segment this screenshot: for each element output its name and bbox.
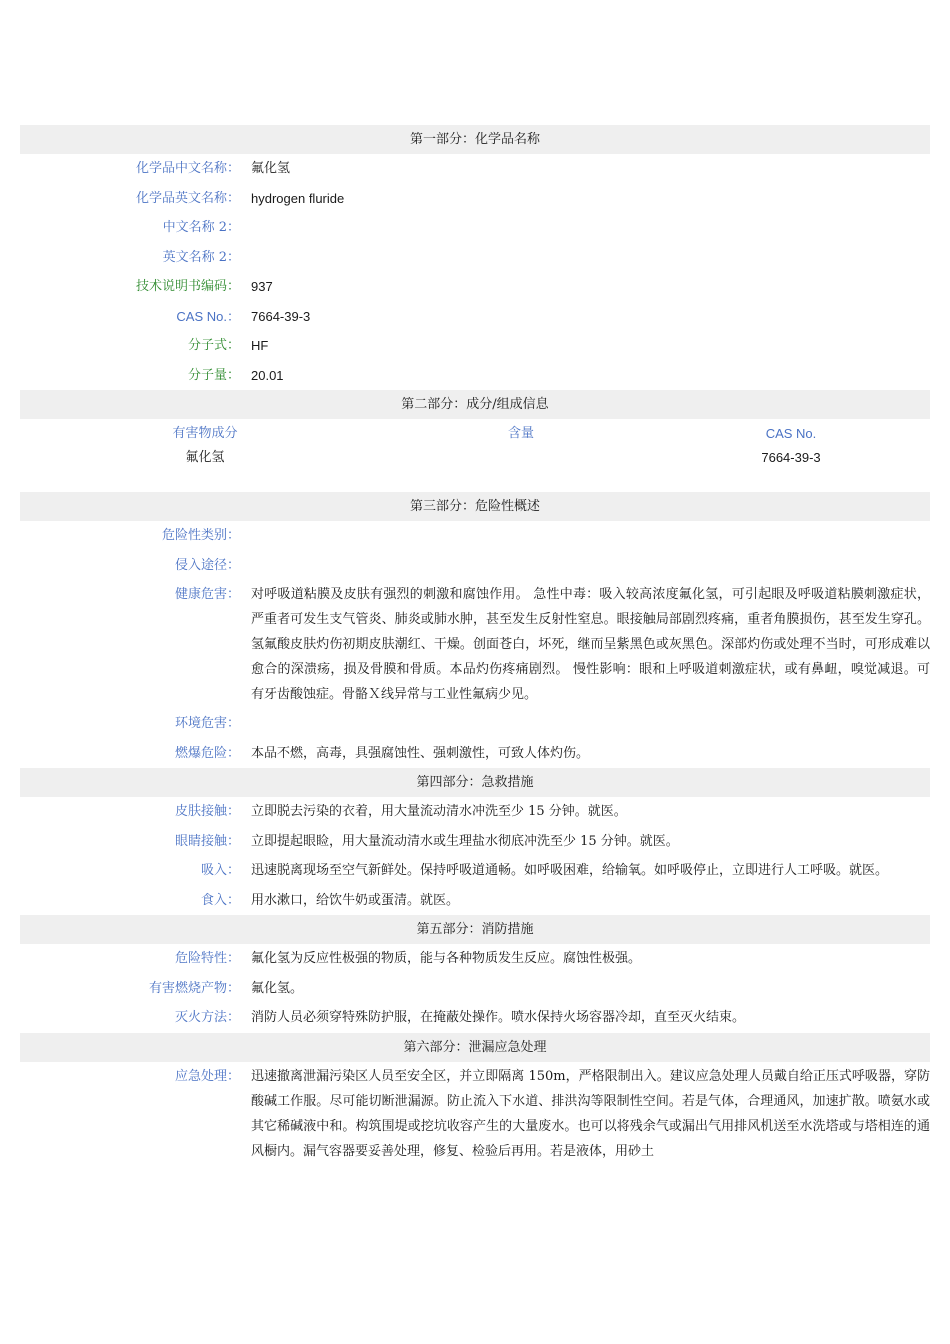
field-row (20, 1062, 930, 1166)
field-label: 眼睛接触： (174, 833, 240, 849)
field-value: 立即脱去污染的衣着，用大量流动清水冲洗至少 15 分钟。就医。 (251, 804, 627, 819)
field-row (20, 886, 930, 916)
section-5-body (20, 944, 930, 1033)
field-label: 危险性类别： (161, 528, 240, 543)
field-label: 分子量： (187, 367, 240, 383)
field-row (20, 184, 930, 214)
field-value: 7664-39-3 (251, 308, 311, 324)
cell-content (390, 448, 652, 468)
section-4-header: 第四部分：急救措施 (20, 768, 930, 797)
section-6-header: 第六部分：泄漏应急处理 (20, 1033, 930, 1062)
field-row (20, 580, 930, 709)
field-row (20, 709, 930, 739)
msds-document (20, 125, 930, 1166)
field-value: 氟化氢。 (251, 980, 304, 996)
field-label: 燃爆危险： (174, 745, 240, 761)
field-value: 20.01 (251, 367, 284, 383)
field-value: 937 (251, 279, 273, 294)
section-3-header: 第三部分：危险性概述 (20, 492, 930, 521)
field-label: 技术说明书编码： (135, 279, 240, 294)
field-row (20, 361, 930, 391)
field-row (20, 827, 930, 857)
field-label: 食入： (200, 892, 240, 908)
field-row (20, 154, 930, 184)
cell-component: 氟化氢 (185, 450, 225, 465)
composition-table (20, 419, 930, 492)
field-label: 吸入： (200, 863, 240, 878)
field-row (20, 302, 930, 332)
section-1-body (20, 154, 930, 390)
column-header-cas: CAS No. (765, 426, 817, 441)
section-3-body (20, 521, 930, 768)
section-6-body (20, 1062, 930, 1166)
field-label: 有害燃烧产物： (148, 980, 240, 996)
field-value: 迅速撤离泄漏污染区人员至安全区，并立即隔离 150m，严格限制出入。建议应急处理人员戴自给正压式呼吸器，穿防酸碱工作服。尽可能切断泄漏源。防止流入下水道、排洪沟等限制性空间。若是气体，合理通风，加速扩散。喷氨水或其它稀碱液中和。构筑围堤或挖坑收容产生的大量废水。也可以将残余气或漏出气用排风机送至水洗塔或与塔相连的通风橱内。漏气容器要妥善处理，修复、检验后再用。若是液体，用砂土 (251, 1068, 930, 1159)
field-value: 氟化氢 (251, 161, 291, 176)
section-4-body (20, 797, 930, 915)
field-row (20, 1003, 930, 1033)
section-1-header: 第一部分：化学品名称 (20, 125, 930, 154)
field-row (20, 521, 930, 551)
field-label: 环境危害： (174, 716, 240, 731)
field-value: 迅速脱离现场至空气新鲜处。保持呼吸道通畅。如呼吸困难，给输氧。如呼吸停止，立即进行人工呼吸。就医。 (251, 863, 889, 878)
field-label: 中文名称 2： (162, 220, 240, 235)
field-row (20, 213, 930, 243)
field-value: 消防人员必须穿特殊防护服，在掩蔽处操作。喷水保持火场容器冷却，直至灭火结束。 (251, 1010, 746, 1025)
field-value: HF (251, 338, 269, 353)
field-value: 氟化氢为反应性极强的物质，能与各种物质发生反应。腐蚀性极强。 (251, 951, 642, 966)
field-row (20, 243, 930, 273)
field-row (20, 551, 930, 581)
field-row (20, 272, 930, 302)
field-label: 化学品中文名称： (135, 161, 240, 176)
field-label: 应急处理： (174, 1068, 240, 1084)
field-value: hydrogen fluride (251, 190, 345, 206)
table-row (20, 448, 930, 468)
field-row (20, 944, 930, 974)
field-label: 健康危害： (174, 587, 240, 602)
field-value: 本品不燃，高毒，具强腐蚀性、强刺激性，可致人体灼伤。 (251, 745, 590, 761)
field-row (20, 797, 930, 827)
section-5-header: 第五部分：消防措施 (20, 915, 930, 944)
table-header-row (20, 419, 930, 448)
field-label: 化学品英文名称： (135, 190, 240, 206)
field-value: 立即提起眼睑，用大量流动清水或生理盐水彻底冲洗至少 15 分钟。就医。 (251, 833, 679, 849)
field-value: 对呼吸道粘膜及皮肤有强烈的刺激和腐蚀作用。 急性中毒：吸入较高浓度氟化氢，可引起眼及呼吸道粘膜刺激症状，严重者可发生支气管炎、肺炎或肺水肿，甚至发生反射性窒息。眼接触局部剧烈疼痛，重者角膜损伤，甚至发生穿孔。氢氟酸皮肤灼伤初期皮肤潮红、干燥。创面苍白，坏死，继而呈紫黑色或灰黑色。深部灼伤或处理不当时，可形成难以愈合的深溃疡，损及骨膜和骨质。本品灼伤疼痛剧烈。 慢性影响：眼和上呼吸道刺激症状，或有鼻衄，嗅觉减退。可有牙齿酸蚀症。骨骼Ｘ线异常与工业性氟病少见。 (251, 587, 930, 702)
field-label: CAS No.： (176, 308, 240, 324)
field-label: 皮肤接触： (174, 804, 240, 819)
field-label: 侵入途径： (174, 557, 240, 573)
field-label: 危险特性： (174, 951, 240, 966)
field-label: 英文名称 2： (162, 249, 240, 265)
field-row (20, 856, 930, 886)
field-label: 灭火方法： (174, 1010, 240, 1025)
field-value: 用水漱口，给饮牛奶或蛋清。就医。 (251, 892, 460, 908)
cell-cas: 7664-39-3 (761, 450, 821, 465)
field-row (20, 739, 930, 769)
spacer (20, 468, 930, 492)
section-2-header: 第二部分：成分/组成信息 (20, 390, 930, 419)
column-header-component: 有害物成分 (172, 426, 238, 441)
field-row (20, 331, 930, 361)
column-header-content: 含量 (507, 426, 534, 441)
field-label: 分子式： (187, 338, 240, 353)
field-row (20, 974, 930, 1004)
